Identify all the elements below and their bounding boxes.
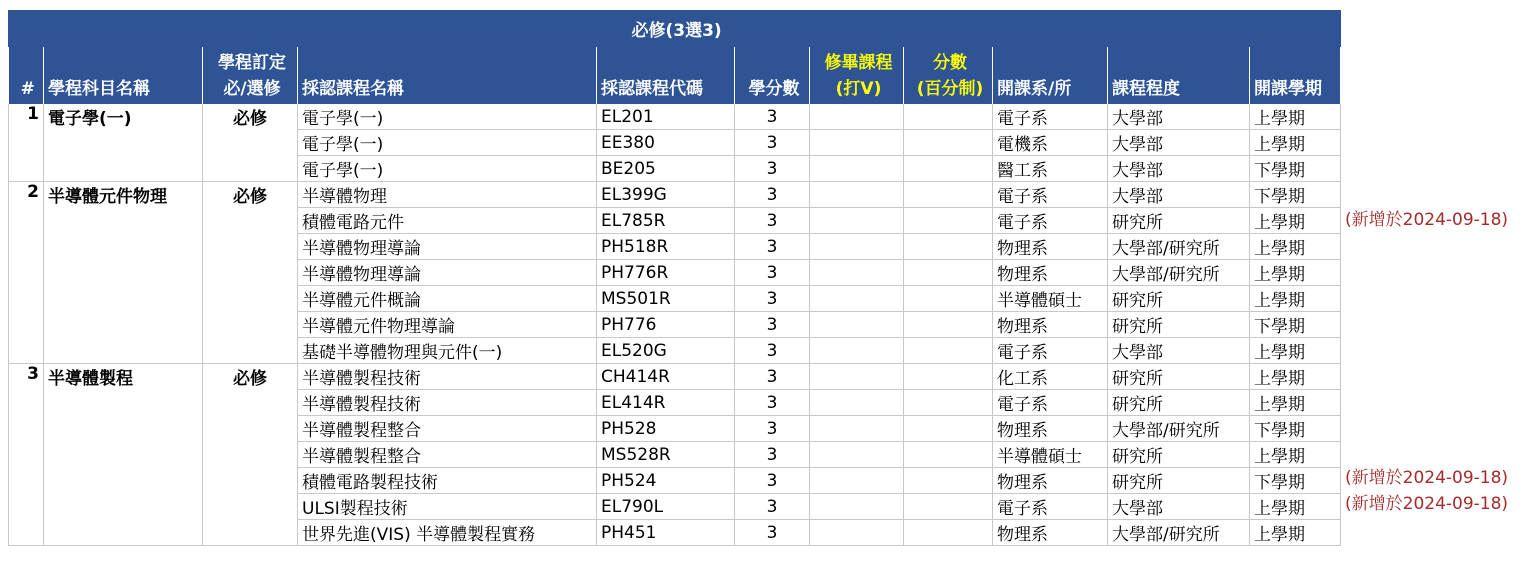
course-code-cell: PH524 [597, 468, 735, 494]
group-number [9, 312, 44, 338]
group-number [9, 416, 44, 442]
level-cell: 研究所 [1108, 312, 1250, 338]
course-code-cell: MS501R [597, 286, 735, 312]
score-cell [904, 234, 993, 260]
level-cell: 大學部 [1108, 494, 1250, 520]
group-number: 1 [9, 104, 44, 130]
completed-cell [810, 338, 904, 364]
table-title: 必修(3選3) [9, 11, 1341, 47]
course-name-cell: 半導體物理導論 [298, 260, 597, 286]
course-code-cell: PH518R [597, 234, 735, 260]
completed-cell [810, 156, 904, 182]
dept-cell: 物理系 [993, 312, 1108, 338]
required-type [203, 312, 298, 338]
course-name-cell: 世界先進(VIS) 半導體製程實務 [298, 520, 597, 546]
term-cell: 上學期 [1250, 260, 1341, 286]
header-completed [810, 47, 904, 105]
credits-cell: 3 [735, 312, 810, 338]
added-date-note: (新增於2024-09-18) [1345, 468, 1509, 489]
group-number [9, 520, 44, 546]
header-required [203, 47, 298, 105]
subject-name [44, 494, 203, 520]
dept-cell: 電子系 [993, 104, 1108, 130]
completed-cell [810, 364, 904, 390]
course-name-cell: 基礎半導體物理與元件(一) [298, 338, 597, 364]
term-cell: 上學期 [1250, 442, 1341, 468]
header-level: 課程程度 [1108, 47, 1250, 105]
level-cell: 大學部 [1108, 182, 1250, 208]
header-required-line1: 學程訂定 [218, 53, 286, 73]
header-completed-line1: 修畢課程 [824, 53, 893, 73]
completed-cell [810, 208, 904, 234]
dept-cell: 物理系 [993, 260, 1108, 286]
credits-cell: 3 [735, 130, 810, 156]
subject-name: 半導體元件物理 [44, 182, 203, 208]
required-type [203, 468, 298, 494]
course-name-cell: 半導體元件物理導論 [298, 312, 597, 338]
term-cell: 上學期 [1250, 208, 1341, 234]
score-cell [904, 364, 993, 390]
table-row [9, 156, 1341, 182]
term-cell: 上學期 [1250, 286, 1341, 312]
credits-cell: 3 [735, 234, 810, 260]
dept-cell: 電機系 [993, 130, 1108, 156]
table-row [9, 468, 1341, 494]
course-code-cell: EE380 [597, 130, 735, 156]
dept-cell: 化工系 [993, 364, 1108, 390]
group-number [9, 156, 44, 182]
table-row [9, 416, 1341, 442]
credits-cell: 3 [735, 104, 810, 130]
score-cell [904, 208, 993, 234]
subject-name [44, 130, 203, 156]
subject-name [44, 468, 203, 494]
required-type [203, 494, 298, 520]
course-table [8, 10, 1341, 546]
table-row [9, 208, 1341, 234]
group-number [9, 338, 44, 364]
dept-cell: 電子系 [993, 208, 1108, 234]
course-code-cell: CH414R [597, 364, 735, 390]
required-type [203, 260, 298, 286]
table-row [9, 312, 1341, 338]
dept-cell: 醫工系 [993, 156, 1108, 182]
required-type [203, 208, 298, 234]
course-code-cell: EL785R [597, 208, 735, 234]
score-cell [904, 338, 993, 364]
subject-name [44, 286, 203, 312]
required-type: 必修 [203, 364, 298, 390]
term-cell: 上學期 [1250, 234, 1341, 260]
header-score-line2: (百分制) [916, 79, 984, 99]
required-type: 必修 [203, 104, 298, 130]
table-row [9, 442, 1341, 468]
score-cell [904, 416, 993, 442]
term-cell: 上學期 [1250, 494, 1341, 520]
group-number [9, 468, 44, 494]
course-table-container [8, 10, 1340, 546]
subject-name: 半導體製程 [44, 364, 203, 390]
group-number [9, 130, 44, 156]
header-score [904, 47, 993, 105]
dept-cell: 半導體碩士 [993, 442, 1108, 468]
added-date-note: (新增於2024-09-18) [1345, 494, 1509, 514]
level-cell: 研究所 [1108, 468, 1250, 494]
term-cell: 下學期 [1250, 312, 1341, 338]
header-num: # [9, 47, 44, 105]
course-name-cell: 積體電路製程技術 [298, 468, 597, 494]
course-code-cell: EL520G [597, 338, 735, 364]
score-cell [904, 286, 993, 312]
level-cell: 研究所 [1108, 390, 1250, 416]
completed-cell [810, 468, 904, 494]
score-cell [904, 468, 993, 494]
header-course-code: 採認課程代碼 [597, 47, 735, 105]
table-row [9, 338, 1341, 364]
required-type [203, 390, 298, 416]
course-name-cell: 積體電路元件 [298, 208, 597, 234]
credits-cell: 3 [735, 156, 810, 182]
required-type [203, 520, 298, 546]
group-number [9, 286, 44, 312]
level-cell: 大學部/研究所 [1108, 234, 1250, 260]
term-cell: 上學期 [1250, 104, 1341, 130]
level-cell: 研究所 [1108, 364, 1250, 390]
table-row [9, 182, 1341, 208]
group-number [9, 208, 44, 234]
course-code-cell: PH776 [597, 312, 735, 338]
required-type [203, 130, 298, 156]
group-number [9, 494, 44, 520]
level-cell: 大學部 [1108, 338, 1250, 364]
subject-name: 電子學(一) [44, 104, 203, 130]
course-code-cell: EL399G [597, 182, 735, 208]
course-code-cell: EL414R [597, 390, 735, 416]
dept-cell: 物理系 [993, 520, 1108, 546]
course-code-cell: PH451 [597, 520, 735, 546]
level-cell: 研究所 [1108, 208, 1250, 234]
group-number [9, 390, 44, 416]
group-number [9, 442, 44, 468]
required-type: 必修 [203, 182, 298, 208]
dept-cell: 物理系 [993, 468, 1108, 494]
score-cell [904, 104, 993, 130]
score-cell [904, 390, 993, 416]
table-row [9, 234, 1341, 260]
credits-cell: 3 [735, 182, 810, 208]
table-row [9, 260, 1341, 286]
header-dept: 開課系/所 [993, 47, 1108, 105]
completed-cell [810, 416, 904, 442]
completed-cell [810, 442, 904, 468]
score-cell [904, 442, 993, 468]
required-type [203, 234, 298, 260]
group-number [9, 260, 44, 286]
course-name-cell: 半導體製程整合 [298, 442, 597, 468]
required-type [203, 156, 298, 182]
completed-cell [810, 520, 904, 546]
completed-cell [810, 390, 904, 416]
subject-name [44, 260, 203, 286]
subject-name [44, 390, 203, 416]
completed-cell [810, 130, 904, 156]
subject-name [44, 208, 203, 234]
group-number [9, 234, 44, 260]
term-cell: 上學期 [1250, 520, 1341, 546]
score-cell [904, 182, 993, 208]
header-term: 開課學期 [1250, 47, 1341, 105]
level-cell: 大學部 [1108, 104, 1250, 130]
dept-cell: 電子系 [993, 338, 1108, 364]
subject-name [44, 312, 203, 338]
course-code-cell: EL201 [597, 104, 735, 130]
level-cell: 研究所 [1108, 442, 1250, 468]
score-cell [904, 130, 993, 156]
added-date-note: (新增於2024-09-18) [1345, 210, 1509, 231]
course-name-cell: 半導體物理導論 [298, 234, 597, 260]
header-credits: 學分數 [735, 47, 810, 105]
level-cell: 大學部 [1108, 130, 1250, 156]
score-cell [904, 520, 993, 546]
course-code-cell: PH776R [597, 260, 735, 286]
header-score-line1: 分數 [933, 53, 967, 73]
dept-cell: 物理系 [993, 416, 1108, 442]
header-course-name: 採認課程名稱 [298, 47, 597, 105]
subject-name [44, 156, 203, 182]
term-cell: 上學期 [1250, 390, 1341, 416]
dept-cell: 電子系 [993, 390, 1108, 416]
credits-cell: 3 [735, 416, 810, 442]
completed-cell [810, 260, 904, 286]
course-name-cell: ULSI製程技術 [298, 494, 597, 520]
course-name-cell: 電子學(一) [298, 104, 597, 130]
level-cell: 大學部/研究所 [1108, 260, 1250, 286]
level-cell: 大學部 [1108, 156, 1250, 182]
required-type [203, 338, 298, 364]
course-name-cell: 半導體元件概論 [298, 286, 597, 312]
score-cell [904, 312, 993, 338]
subject-name [44, 338, 203, 364]
course-name-cell: 半導體物理 [298, 182, 597, 208]
term-cell: 下學期 [1250, 468, 1341, 494]
credits-cell: 3 [735, 286, 810, 312]
completed-cell [810, 234, 904, 260]
course-name-cell: 半導體製程整合 [298, 416, 597, 442]
term-cell: 上學期 [1250, 364, 1341, 390]
term-cell: 下學期 [1250, 416, 1341, 442]
course-code-cell: PH528 [597, 416, 735, 442]
dept-cell: 物理系 [993, 234, 1108, 260]
table-row [9, 286, 1341, 312]
level-cell: 大學部/研究所 [1108, 416, 1250, 442]
completed-cell [810, 312, 904, 338]
term-cell: 上學期 [1250, 130, 1341, 156]
required-type [203, 286, 298, 312]
subject-name [44, 520, 203, 546]
level-cell: 研究所 [1108, 286, 1250, 312]
subject-name [44, 234, 203, 260]
credits-cell: 3 [735, 494, 810, 520]
score-cell [904, 156, 993, 182]
credits-cell: 3 [735, 390, 810, 416]
term-cell: 下學期 [1250, 182, 1341, 208]
credits-cell: 3 [735, 338, 810, 364]
subject-name [44, 416, 203, 442]
table-row [9, 390, 1341, 416]
course-code-cell: MS528R [597, 442, 735, 468]
course-code-cell: EL790L [597, 494, 735, 520]
table-row [9, 520, 1341, 546]
credits-cell: 3 [735, 520, 810, 546]
credits-cell: 3 [735, 468, 810, 494]
score-cell [904, 260, 993, 286]
term-cell: 下學期 [1250, 156, 1341, 182]
header-required-line2: 必/選修 [223, 79, 281, 99]
group-number: 3 [9, 364, 44, 390]
completed-cell [810, 104, 904, 130]
group-number: 2 [9, 182, 44, 208]
credits-cell: 3 [735, 364, 810, 390]
course-code-cell: BE205 [597, 156, 735, 182]
term-cell: 上學期 [1250, 338, 1341, 364]
table-row [9, 104, 1341, 130]
completed-cell [810, 286, 904, 312]
required-type [203, 442, 298, 468]
dept-cell: 半導體碩士 [993, 286, 1108, 312]
credits-cell: 3 [735, 442, 810, 468]
course-name-cell: 半導體製程技術 [298, 390, 597, 416]
course-name-cell: 電子學(一) [298, 130, 597, 156]
course-name-cell: 半導體製程技術 [298, 364, 597, 390]
credits-cell: 3 [735, 208, 810, 234]
dept-cell: 電子系 [993, 182, 1108, 208]
level-cell: 大學部/研究所 [1108, 520, 1250, 546]
table-row [9, 364, 1341, 390]
table-row [9, 494, 1341, 520]
credits-cell: 3 [735, 260, 810, 286]
header-completed-line2: (打V) [835, 79, 882, 99]
subject-name [44, 442, 203, 468]
completed-cell [810, 494, 904, 520]
course-name-cell: 電子學(一) [298, 156, 597, 182]
header-subject: 學程科目名稱 [44, 47, 203, 105]
dept-cell: 電子系 [993, 494, 1108, 520]
score-cell [904, 494, 993, 520]
completed-cell [810, 182, 904, 208]
table-row [9, 130, 1341, 156]
required-type [203, 416, 298, 442]
